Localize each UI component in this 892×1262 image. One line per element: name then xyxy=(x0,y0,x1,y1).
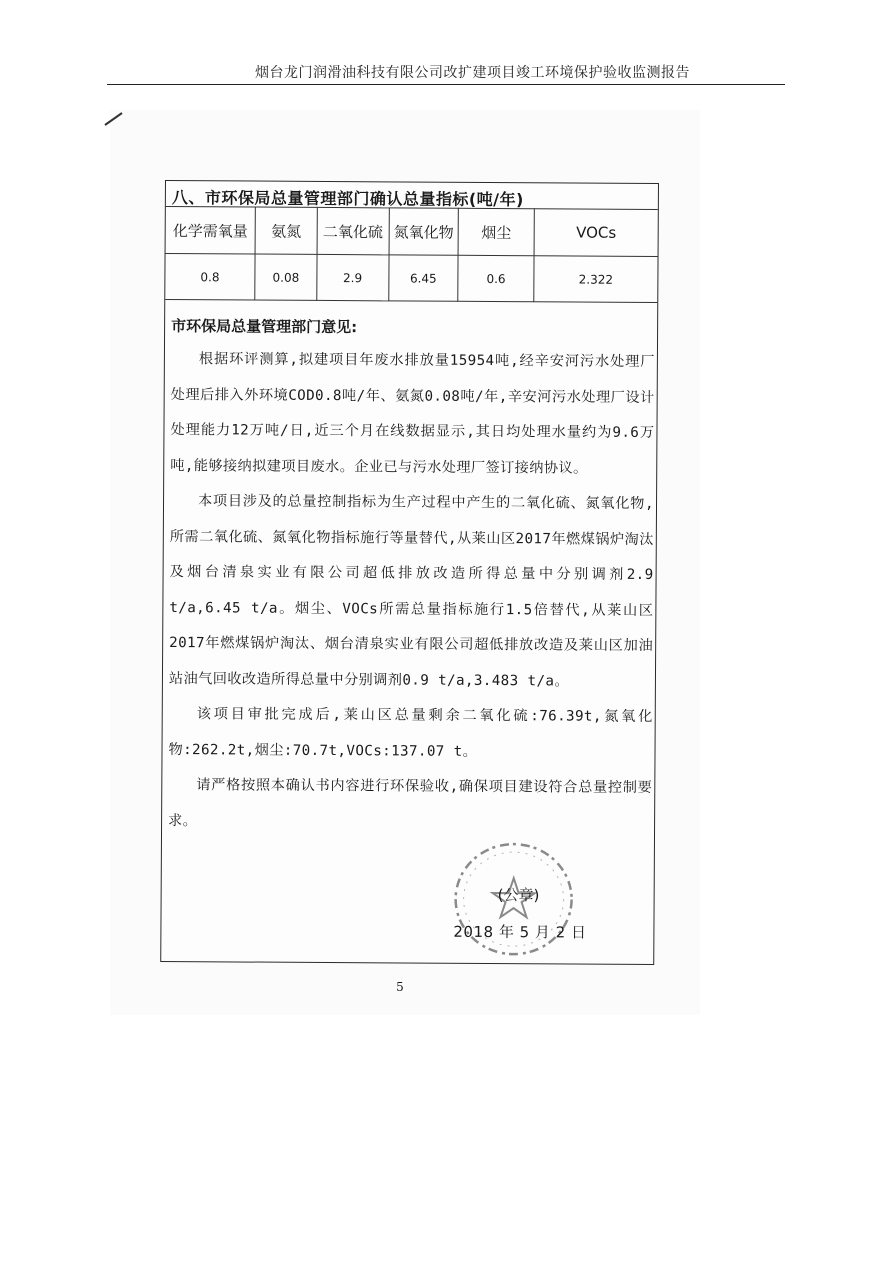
table-cell: 2.9 xyxy=(317,254,389,300)
opinion-paragraph: 该项目审批完成后,莱山区总量剩余二氧化硫:76.39t,氮氧化物:262.2t,烟尘:70.7t,VOCs:137.07 t。 xyxy=(168,706,653,760)
opinion-paragraph: 本项目涉及的总量控制指标为生产过程中产生的二氧化硫、氮氧化物,所需二氧化硫、氮氧化物指标施行等量替代,从莱山区2017年燃煤锅炉淘汰及烟台清泉实业有限公司超低排放改造所得总量中分别调剂2.9 t/a,6.45 t/a。烟尘、VOCs所需总量指标施行1.5倍替代,从莱山区2017年燃煤锅炉淘汰、烟台清泉实业有限公司超低排放改造及莱山区加油站油气回收改造所得总量中分别调剂0.9 t/a,3.483 t/a。 xyxy=(168,493,655,689)
table-cell: 0.8 xyxy=(165,254,255,301)
table-value-row xyxy=(165,254,657,303)
table-title: 八、市环保局总量管理部门确认总量指标(吨/年) xyxy=(171,188,524,210)
opinion-title: 市环保局总量管理部门意见: xyxy=(171,317,358,337)
column-header: VOCs xyxy=(534,209,658,257)
column-header: 化学需氧量 xyxy=(166,207,256,255)
report-header: 烟台龙门润滑油科技有限公司改扩建项目竣工环境保护验收监测报告 xyxy=(255,65,690,81)
table-cell: 0.08 xyxy=(255,254,317,300)
quota-table xyxy=(165,206,658,303)
confirmation-form xyxy=(160,180,659,965)
column-header: 氮氧化物 xyxy=(389,208,459,255)
seal-label: (公章) xyxy=(497,886,540,905)
column-header: 二氧化硫 xyxy=(317,207,389,254)
signature-date: 2018 年 5 月 2 日 xyxy=(453,922,587,942)
opinion-paragraph: 根据环评测算,拟建项目年废水排放量15954吨,经辛安河污水处理厂处理后排入外环境COD0.8吨/年、氨氮0.08吨/年,辛安河污水处理厂设计处理能力12万吨/日,近三个月在线数据显示,其日均处理水量约为9.6万吨,能够接纳拟建项目废水。企业已与污水处理厂签订接纳协议。 xyxy=(170,351,655,477)
table-cell: 0.6 xyxy=(458,255,534,301)
opinion-paragraph: 请严格按照本确认书内容进行环保验收,确保项目建设符合总量控制要求。 xyxy=(168,777,653,829)
header-divider xyxy=(107,84,785,85)
scan-corner-mark xyxy=(104,112,124,126)
table-cell: 2.322 xyxy=(534,256,658,303)
page-number: 5 xyxy=(396,980,404,994)
table-cell: 6.45 xyxy=(388,255,458,301)
column-header: 烟尘 xyxy=(458,208,534,255)
table-header-row xyxy=(166,207,658,257)
column-header: 氨氮 xyxy=(255,207,317,254)
